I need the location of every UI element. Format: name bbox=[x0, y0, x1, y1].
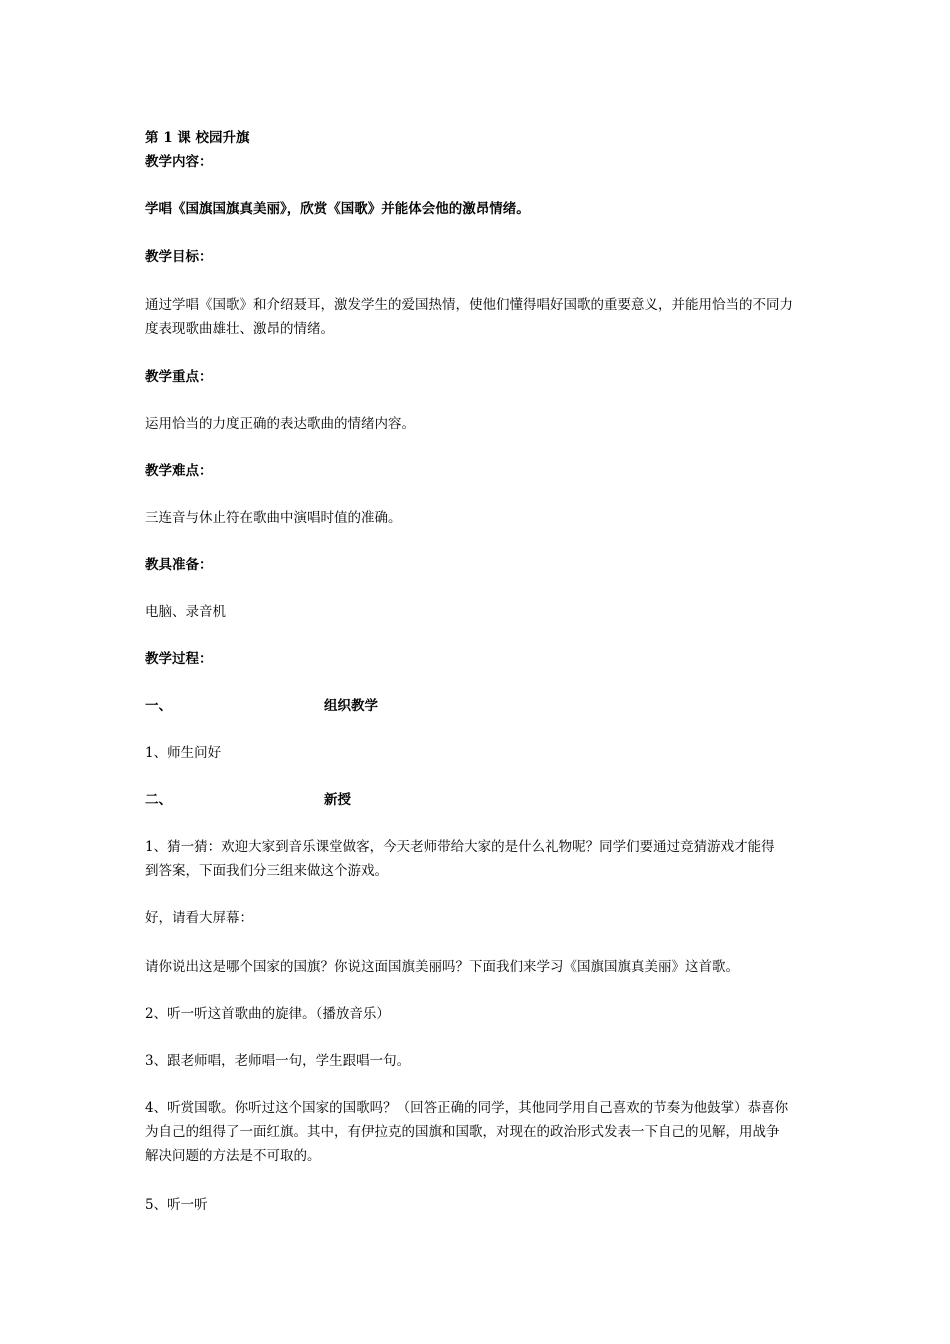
step-line: 解决问题的方法是不可取的。 bbox=[145, 1148, 321, 1164]
key-text: 运用恰当的力度正确的表达歌曲的情绪内容。 bbox=[145, 416, 415, 432]
section-number: 一、 bbox=[145, 698, 172, 714]
list-item: 1、师生问好 bbox=[145, 745, 222, 761]
step-paragraph bbox=[145, 1096, 813, 1168]
process-label: 教学过程： bbox=[145, 651, 213, 667]
step-text: 好，请看大屏幕： bbox=[145, 910, 253, 926]
step-line: 到答案，下面我们分三组来做这个游戏。 bbox=[145, 863, 388, 879]
goal-text-line: 度表现歌曲雄壮、激昂的情绪。 bbox=[145, 321, 334, 337]
difficulty-text: 三连音与休止符在歌曲中演唱时值的准确。 bbox=[145, 510, 402, 526]
section-number: 二、 bbox=[145, 792, 172, 808]
key-label: 教学重点： bbox=[145, 369, 213, 385]
step-line: 1、猜一猜：欢迎大家到音乐课堂做客，今天老师带给大家的是什么礼物呢？同学们要通过竞猜游戏才能得 bbox=[145, 839, 775, 855]
lesson-title: 第 1 课 校园升旗 bbox=[145, 130, 250, 146]
step-text: 3、跟老师唱，老师唱一句，学生跟唱一句。 bbox=[145, 1053, 411, 1069]
content-label: 教学内容： bbox=[145, 154, 213, 170]
goal-text-line: 通过学唱《国歌》和介绍聂耳，激发学生的爱国热情，使他们懂得唱好国歌的重要意义，并能用恰当的不同力 bbox=[145, 297, 793, 313]
step-text: 2、听一听这首歌曲的旋律。（播放音乐） bbox=[145, 1006, 390, 1022]
tools-label: 教具准备： bbox=[145, 557, 213, 573]
tools-text: 电脑、录音机 bbox=[145, 604, 226, 620]
step-line: 为自己的组得了一面红旗。其中，有伊拉克的国旗和国歌，对现在的政治形式发表一下自己的见解，用战争 bbox=[145, 1124, 780, 1140]
step-text: 请你说出这是哪个国家的国旗？你说这面国旗美丽吗？下面我们来学习《国旗国旗真美丽》这首歌。 bbox=[145, 959, 739, 975]
section-title: 新授 bbox=[324, 792, 351, 808]
goal-text bbox=[145, 293, 813, 341]
goal-label: 教学目标： bbox=[145, 249, 213, 265]
difficulty-label: 教学难点： bbox=[145, 463, 213, 479]
step-line: 4、听赏国歌。你听过这个国家的国歌吗？（回答正确的同学，其他同学用自己喜欢的节奏为他鼓掌）恭喜你 bbox=[145, 1100, 789, 1116]
content-text: 学唱《国旗国旗真美丽》，欣赏《国歌》并能体会他的激昂情绪。 bbox=[145, 201, 530, 217]
step-text: 5、听一听 bbox=[145, 1197, 208, 1213]
step-paragraph bbox=[145, 835, 813, 883]
section-title: 组织教学 bbox=[324, 698, 378, 714]
